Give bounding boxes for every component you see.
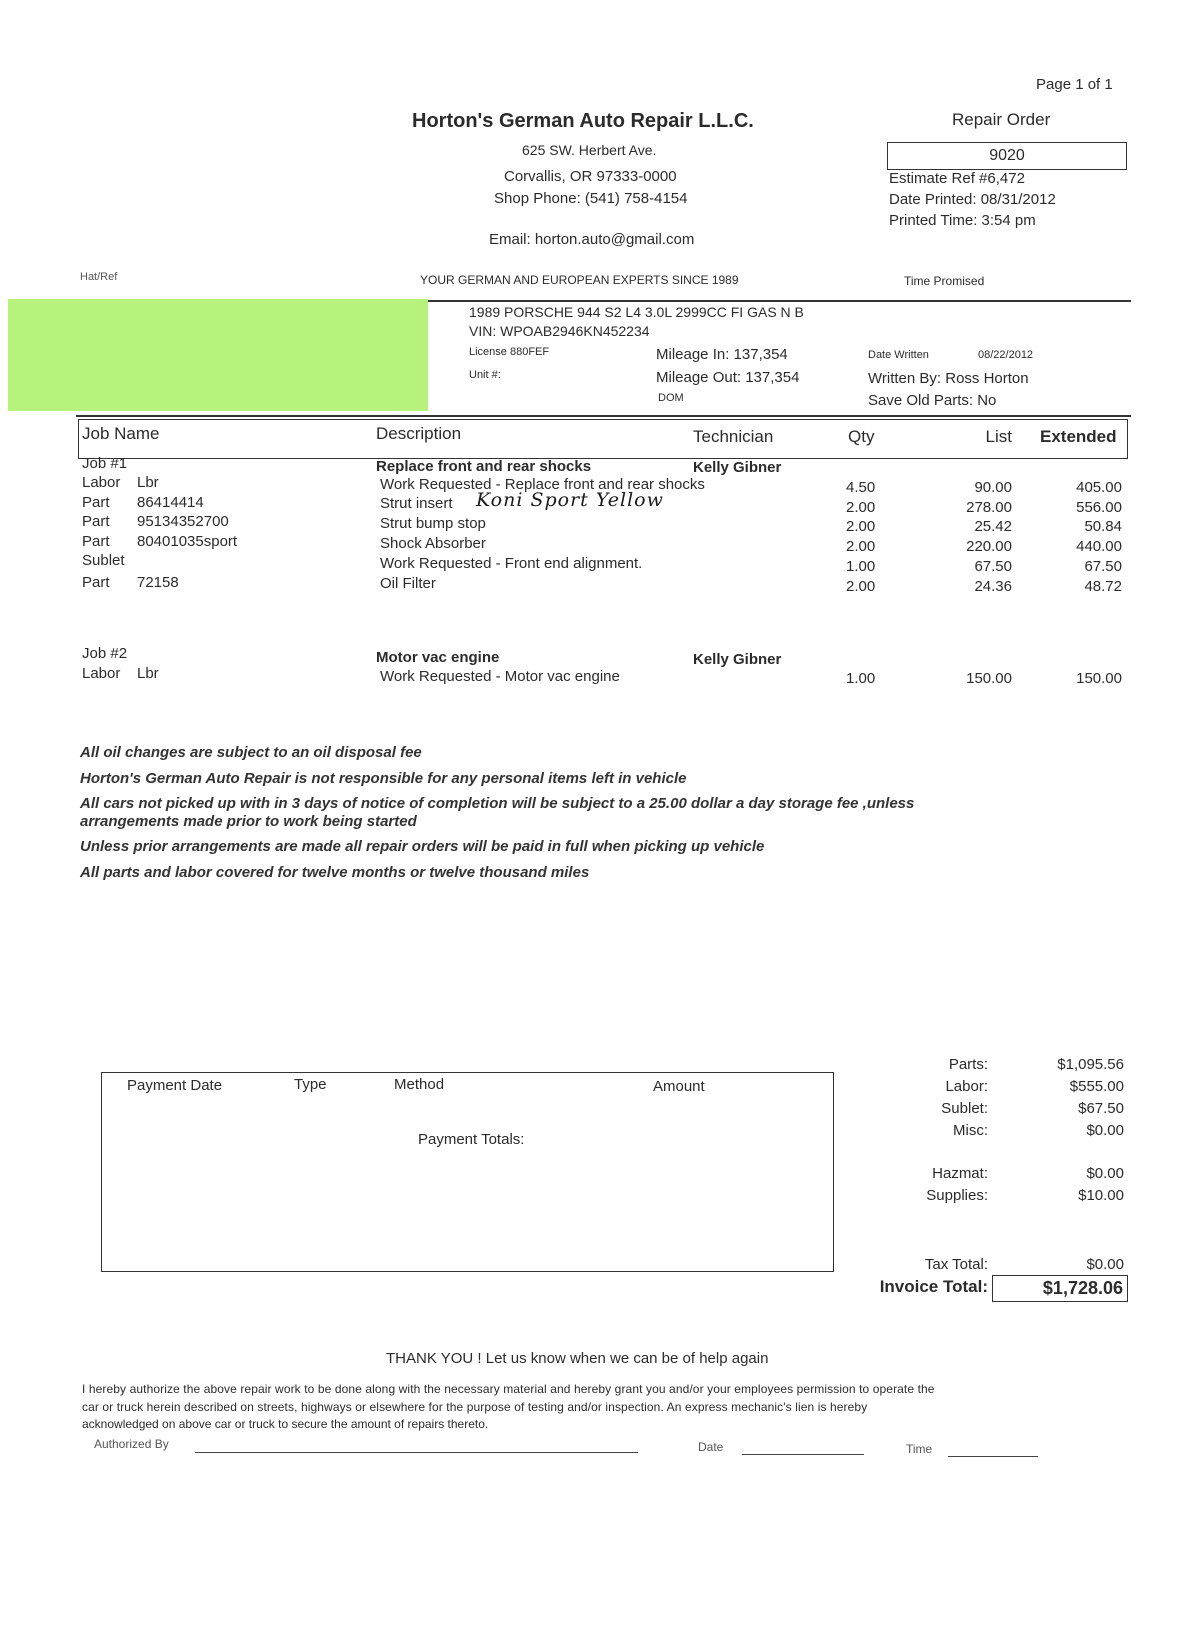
line-code: 86414414 xyxy=(137,494,204,511)
payment-date-label: Payment Date xyxy=(127,1077,223,1094)
time-promised-label: Time Promised xyxy=(904,274,985,288)
mileage-in: Mileage In: 137,354 xyxy=(656,346,788,363)
date-label: Date xyxy=(698,1440,724,1454)
company-name: Horton's German Auto Repair L.L.C. xyxy=(412,110,754,132)
company-city: Corvallis, OR 97333-0000 xyxy=(504,168,677,185)
line-qty: 4.50 xyxy=(846,479,876,496)
line-code: 72158 xyxy=(137,574,179,591)
job-2-label: Job #2 xyxy=(82,645,128,662)
slogan: YOUR GERMAN AND EUROPEAN EXPERTS SINCE 1989 xyxy=(420,273,739,287)
authorized-by-label: Authorized By xyxy=(94,1437,169,1451)
written-by: Written By: Ross Horton xyxy=(868,370,1029,387)
line-extended: 556.00 xyxy=(1076,499,1122,516)
authorization-line-3: acknowledged on above car or truck to secure the amount of repairs thereto. xyxy=(82,1417,489,1431)
line-qty: 2.00 xyxy=(846,518,876,535)
line-extended: 150.00 xyxy=(1076,670,1122,687)
line-type: Part xyxy=(82,513,110,530)
date-written: 08/22/2012 xyxy=(978,349,1034,361)
line-description: Work Requested - Motor vac engine xyxy=(380,668,620,685)
estimate-ref: Estimate Ref #6,472 xyxy=(889,170,1025,187)
labor-label: Labor: xyxy=(945,1078,988,1095)
line-qty: 1.00 xyxy=(846,558,876,575)
line-list: 24.36 xyxy=(974,578,1012,595)
order-number: 9020 xyxy=(989,147,1025,164)
job-1-technician: Kelly Gibner xyxy=(693,459,782,476)
misc-label: Misc: xyxy=(953,1122,988,1139)
line-type: Sublet xyxy=(82,552,125,569)
order-number-box xyxy=(887,142,1127,170)
line-type: Labor xyxy=(82,474,121,491)
labor-total: $555.00 xyxy=(1069,1078,1124,1095)
vehicle-divider xyxy=(76,415,1131,417)
dom-label: DOM xyxy=(658,392,684,404)
time-signature-line xyxy=(948,1456,1038,1457)
hazmat-total: $0.00 xyxy=(1086,1165,1124,1182)
line-extended: 48.72 xyxy=(1084,578,1122,595)
thank-you: THANK YOU ! Let us know when we can be of help again xyxy=(386,1350,769,1367)
supplies-label: Supplies: xyxy=(926,1187,988,1204)
parts-total: $1,095.56 xyxy=(1057,1056,1124,1073)
line-extended: 405.00 xyxy=(1076,479,1122,496)
tax-label: Tax Total: xyxy=(924,1256,988,1273)
parts-label: Parts: xyxy=(948,1056,988,1073)
line-description: Work Requested - Replace front and rear shocks xyxy=(380,476,705,493)
repair-order-title: Repair Order xyxy=(952,110,1051,129)
redacted-customer-info xyxy=(8,299,428,411)
payment-method-label: Method xyxy=(394,1076,445,1093)
invoice-total-box xyxy=(992,1275,1128,1302)
line-list: 220.00 xyxy=(966,538,1012,555)
vehicle-description: 1989 PORSCHE 944 S2 L4 3.0L 2999CC FI GAS N B xyxy=(469,304,804,320)
payment-totals-label: Payment Totals: xyxy=(418,1131,525,1148)
company-address: 625 SW. Herbert Ave. xyxy=(522,142,657,158)
line-extended: 67.50 xyxy=(1084,558,1122,575)
line-list: 67.50 xyxy=(974,558,1012,575)
line-type: Part xyxy=(82,533,110,550)
line-code: Lbr xyxy=(137,474,159,491)
col-description: Description xyxy=(376,424,462,443)
time-label: Time xyxy=(906,1442,933,1456)
authorized-by-signature-line xyxy=(195,1452,638,1453)
misc-total: $0.00 xyxy=(1086,1122,1124,1139)
invoice-total: $1,728.06 xyxy=(1042,1278,1123,1298)
line-description: Strut bump stop xyxy=(380,515,486,532)
note-oil-disposal: All oil changes are subject to an oil disposal fee xyxy=(80,744,422,761)
col-list: List xyxy=(985,427,1012,446)
page-label: Page 1 of 1 xyxy=(1036,76,1113,93)
line-code: 80401035sport xyxy=(137,533,238,550)
line-qty: 2.00 xyxy=(846,538,876,555)
date-written-label: Date Written xyxy=(868,349,929,361)
handwritten-note: Koni Sport Yellow xyxy=(476,489,664,511)
tax-total: $0.00 xyxy=(1086,1256,1124,1273)
mileage-out: Mileage Out: 137,354 xyxy=(656,369,800,386)
hazmat-label: Hazmat: xyxy=(932,1165,988,1182)
supplies-total: $10.00 xyxy=(1078,1187,1124,1204)
hat-ref-label: Hat/Ref xyxy=(80,271,118,283)
line-code: 95134352700 xyxy=(137,513,229,530)
line-description: Work Requested - Front end alignment. xyxy=(380,555,643,572)
col-technician: Technician xyxy=(693,427,774,446)
line-extended: 50.84 xyxy=(1084,518,1122,535)
payment-type-label: Type xyxy=(294,1076,327,1093)
line-extended: 440.00 xyxy=(1076,538,1122,555)
payment-box xyxy=(101,1072,834,1272)
line-list: 90.00 xyxy=(974,479,1012,496)
note-storage-fee: All cars not picked up with in 3 days of notice of completion will be subject to a 25.00 dollar a day storage fee ,unless xyxy=(80,795,915,812)
line-type: Part xyxy=(82,494,110,511)
line-type: Part xyxy=(82,574,110,591)
sublet-label: Sublet: xyxy=(941,1100,988,1117)
line-list: 278.00 xyxy=(966,499,1012,516)
vehicle-vin: VIN: WPOAB2946KN452234 xyxy=(469,323,650,339)
line-qty: 2.00 xyxy=(846,499,876,516)
company-phone: Shop Phone: (541) 758-4154 xyxy=(494,190,688,207)
job-1-label: Job #1 xyxy=(82,455,128,472)
invoice-total-label: Invoice Total: xyxy=(879,1277,988,1296)
date-signature-line xyxy=(742,1454,864,1455)
vehicle-license: License 880FEF xyxy=(469,346,550,358)
line-description: Shock Absorber xyxy=(380,535,486,552)
date-printed: Date Printed: 08/31/2012 xyxy=(889,191,1056,208)
authorization-line-1: I hereby authorize the above repair work to be done along with the necessary material and hereby grant you and/or your employees permission to operate the xyxy=(82,1382,935,1396)
sublet-total: $67.50 xyxy=(1078,1100,1124,1117)
col-qty: Qty xyxy=(848,427,875,446)
job-2-title: Motor vac engine xyxy=(376,649,500,666)
col-job-name: Job Name xyxy=(82,424,160,443)
printed-time: Printed Time: 3:54 pm xyxy=(889,212,1036,229)
line-list: 150.00 xyxy=(966,670,1012,687)
note-personal-items: Horton's German Auto Repair is not responsible for any personal items left in vehicle xyxy=(80,770,687,787)
line-qty: 1.00 xyxy=(846,670,876,687)
note-warranty: All parts and labor covered for twelve months or twelve thousand miles xyxy=(80,864,590,881)
vehicle-unit: Unit #: xyxy=(469,369,501,381)
authorization-line-2: car or truck herein described on streets, highways or elsewhere for the purpose of testing and/or inspection. An express mechanic's lien is hereby xyxy=(82,1400,868,1414)
col-extended: Extended xyxy=(1040,427,1117,446)
company-email: Email: horton.auto@gmail.com xyxy=(489,231,695,248)
job-2-technician: Kelly Gibner xyxy=(693,651,782,668)
line-qty: 2.00 xyxy=(846,578,876,595)
line-description: Strut insert xyxy=(380,495,453,512)
line-type: Labor xyxy=(82,665,121,682)
line-code: Lbr xyxy=(137,665,159,682)
payment-amount-label: Amount xyxy=(653,1078,705,1095)
line-list: 25.42 xyxy=(974,518,1012,535)
save-old-parts: Save Old Parts: No xyxy=(868,392,997,409)
note-storage-fee-cont: arrangements made prior to work being started xyxy=(80,813,417,830)
line-description: Oil Filter xyxy=(380,575,436,592)
note-payment: Unless prior arrangements are made all repair orders will be paid in full when picking up vehicle xyxy=(80,838,765,855)
job-1-title: Replace front and rear shocks xyxy=(376,458,592,475)
